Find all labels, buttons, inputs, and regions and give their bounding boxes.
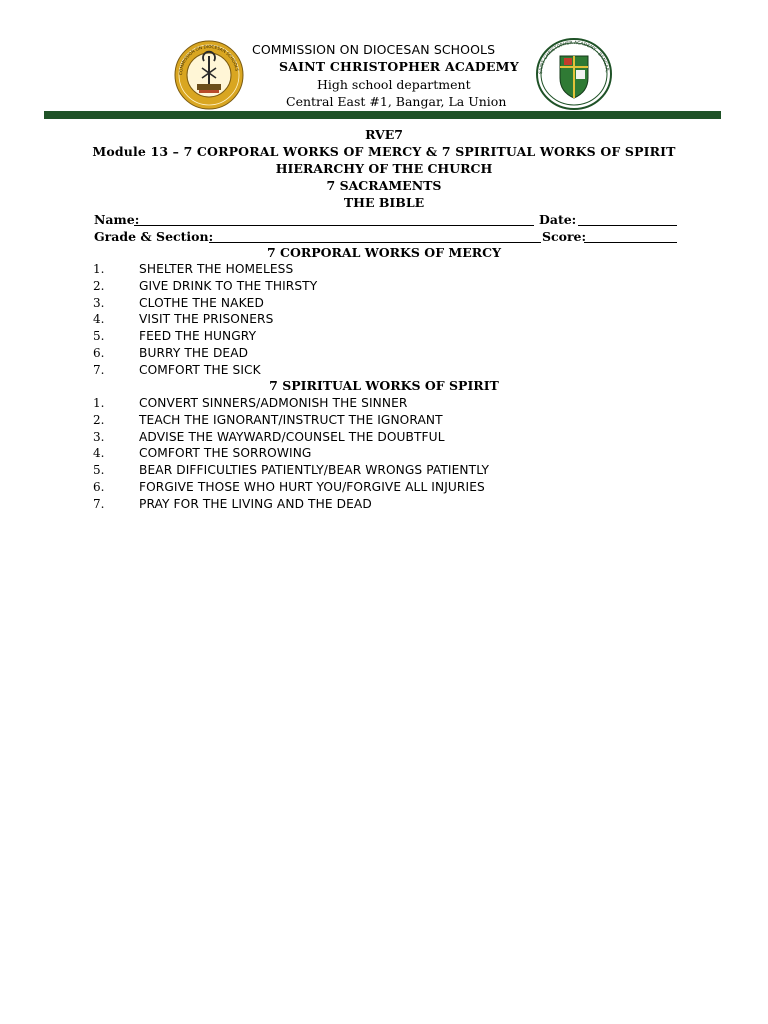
grade-section-blank[interactable] xyxy=(209,242,541,243)
left-seal-text: COMMISSION ON DIOCESAN SCHOOLS xyxy=(177,43,240,76)
item-number: 1. xyxy=(93,396,105,410)
name-date-row xyxy=(94,211,677,228)
item-number: 2. xyxy=(93,412,105,427)
spiritual-heading: 7 SPIRITUAL WORKS OF SPIRIT xyxy=(269,378,499,393)
item-text: BURRY THE DEAD xyxy=(139,345,249,360)
item-number: 5. xyxy=(93,463,105,478)
item-text: FEED THE HUNGRY xyxy=(139,329,257,344)
item-number: 6. xyxy=(93,345,105,360)
item-text: CLOTHE THE NAKED xyxy=(139,295,264,310)
item-number: 6. xyxy=(93,479,105,494)
topic-sacraments: 7 SACRAMENTS xyxy=(326,178,442,193)
topic-hierarchy: HIERARCHY OF THE CHURCH xyxy=(275,161,493,176)
item-text: CONVERT SINNERS/ADMONISH THE SINNER xyxy=(139,396,408,410)
name-label: Name: xyxy=(94,212,140,227)
course-code: RVE7 xyxy=(365,127,403,142)
header-divider xyxy=(44,111,721,119)
item-number: 7. xyxy=(93,362,105,377)
topic-bible: THE BIBLE xyxy=(343,195,425,210)
item-number: 4. xyxy=(93,446,105,461)
grade-score-row xyxy=(94,228,677,245)
right-seal-text: SAINT CHRISTOPHER ACADEMY · BANGAR, xyxy=(538,40,609,75)
item-text: VISIT THE PRISONERS xyxy=(139,312,274,327)
item-number: 1. xyxy=(93,262,105,276)
grade-section-label: Grade & Section: xyxy=(94,229,214,244)
item-text: GIVE DRINK TO THE THIRSTY xyxy=(139,278,318,293)
item-number: 7. xyxy=(93,496,105,511)
school-address: Central East #1, Bangar, La Union xyxy=(286,94,507,109)
item-text: COMFORT THE SORROWING xyxy=(139,446,312,461)
item-text: SHELTER THE HOMELESS xyxy=(139,262,294,276)
score-label: Score: xyxy=(542,229,587,244)
name-blank[interactable] xyxy=(134,225,534,226)
item-text: COMFORT THE SICK xyxy=(139,362,261,377)
item-text: PRAY FOR THE LIVING AND THE DEAD xyxy=(139,496,372,511)
department-name: High school department xyxy=(317,77,471,92)
item-number: 2. xyxy=(93,278,105,293)
academy-seal-logo xyxy=(536,38,612,110)
school-name: SAINT CHRISTOPHER ACADEMY xyxy=(279,59,519,74)
item-text: TEACH THE IGNORANT/INSTRUCT THE IGNORANT xyxy=(139,412,443,427)
score-blank[interactable] xyxy=(584,242,677,243)
date-blank[interactable] xyxy=(578,225,677,226)
diocesan-seal-logo xyxy=(174,40,244,110)
corporal-heading: 7 CORPORAL WORKS OF MERCY xyxy=(266,245,502,260)
module-title: Module 13 – 7 CORPORAL WORKS OF MERCY & 7 SPIRITUAL WORKS OF SPIRIT xyxy=(92,144,676,159)
item-text: BEAR DIFFICULTIES PATIENTLY/BEAR WRONGS PATIENTLY xyxy=(139,463,490,478)
item-number: 5. xyxy=(93,329,105,344)
item-number: 3. xyxy=(93,429,105,444)
item-number: 4. xyxy=(93,312,105,327)
item-text: ADVISE THE WAYWARD/COUNSEL THE DOUBTFUL xyxy=(139,429,445,444)
item-text: FORGIVE THOSE WHO HURT YOU/FORGIVE ALL INJURIES xyxy=(139,479,485,494)
date-label: Date: xyxy=(539,212,577,227)
item-number: 3. xyxy=(93,295,105,310)
commission-name: COMMISSION ON DIOCESAN SCHOOLS xyxy=(252,42,496,57)
